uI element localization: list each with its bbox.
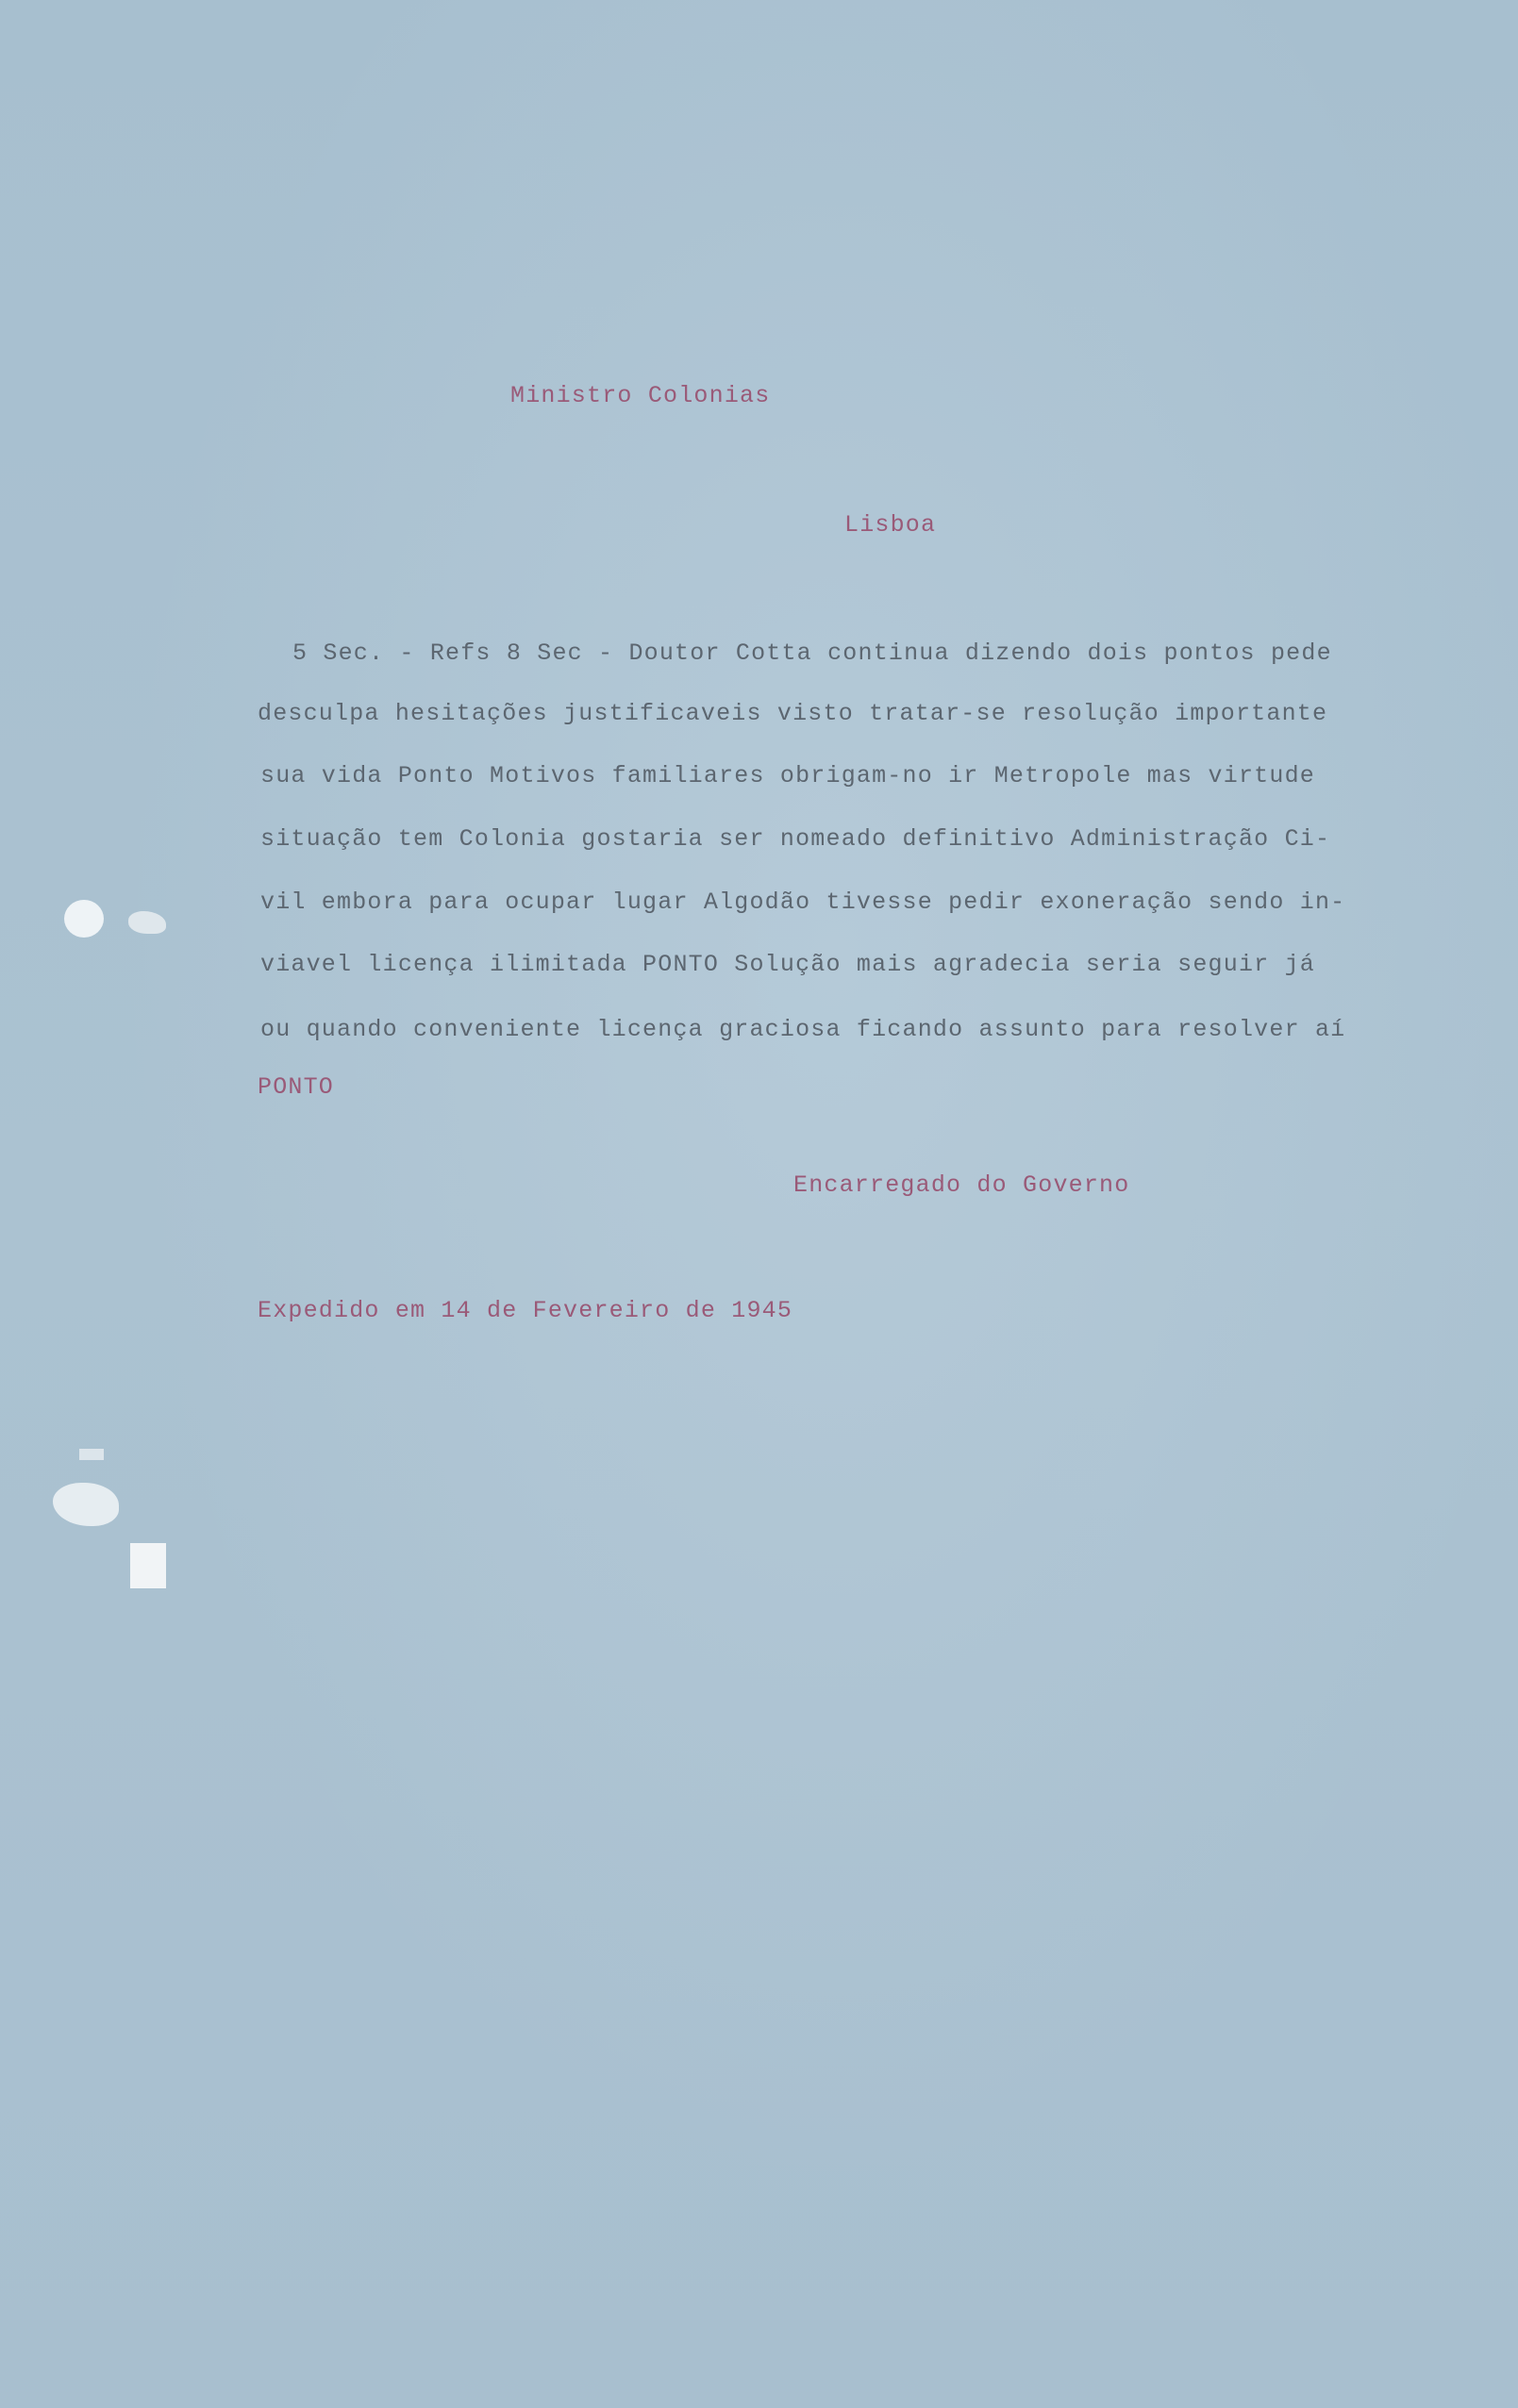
punch-hole [79, 1449, 104, 1460]
punch-hole [128, 911, 166, 934]
city: Lisboa [844, 511, 937, 539]
body-line: viavel licença ilimitada PONTO Solução mais agradecia seria seguir já [260, 951, 1315, 978]
addressee: Ministro Colonias [510, 382, 771, 409]
dispatch-note: Expedido em 14 de Fevereiro de 1945 [258, 1297, 793, 1324]
body-line: desculpa hesitações justificaveis visto tratar-se resolução importante [258, 700, 1328, 727]
body-line: ou quando conveniente licença graciosa ficando assunto para resolver aí [260, 1016, 1346, 1043]
body-line: 5 Sec. - Refs 8 Sec - Doutor Cotta continua dizendo dois pontos pede [292, 639, 1332, 667]
body-line: vil embora para ocupar lugar Algodão tivesse pedir exoneração sendo in- [260, 888, 1346, 916]
body-line: sua vida Ponto Motivos familiares obrigam-no ir Metropole mas virtude [260, 762, 1315, 789]
body-line-final: PONTO [258, 1073, 335, 1101]
body-line: situação tem Colonia gostaria ser nomeado definitivo Administração Ci- [260, 825, 1331, 853]
signature: Encarregado do Governo [793, 1171, 1130, 1199]
punch-hole [64, 900, 104, 938]
punch-hole [53, 1483, 119, 1526]
punch-hole [130, 1543, 166, 1588]
